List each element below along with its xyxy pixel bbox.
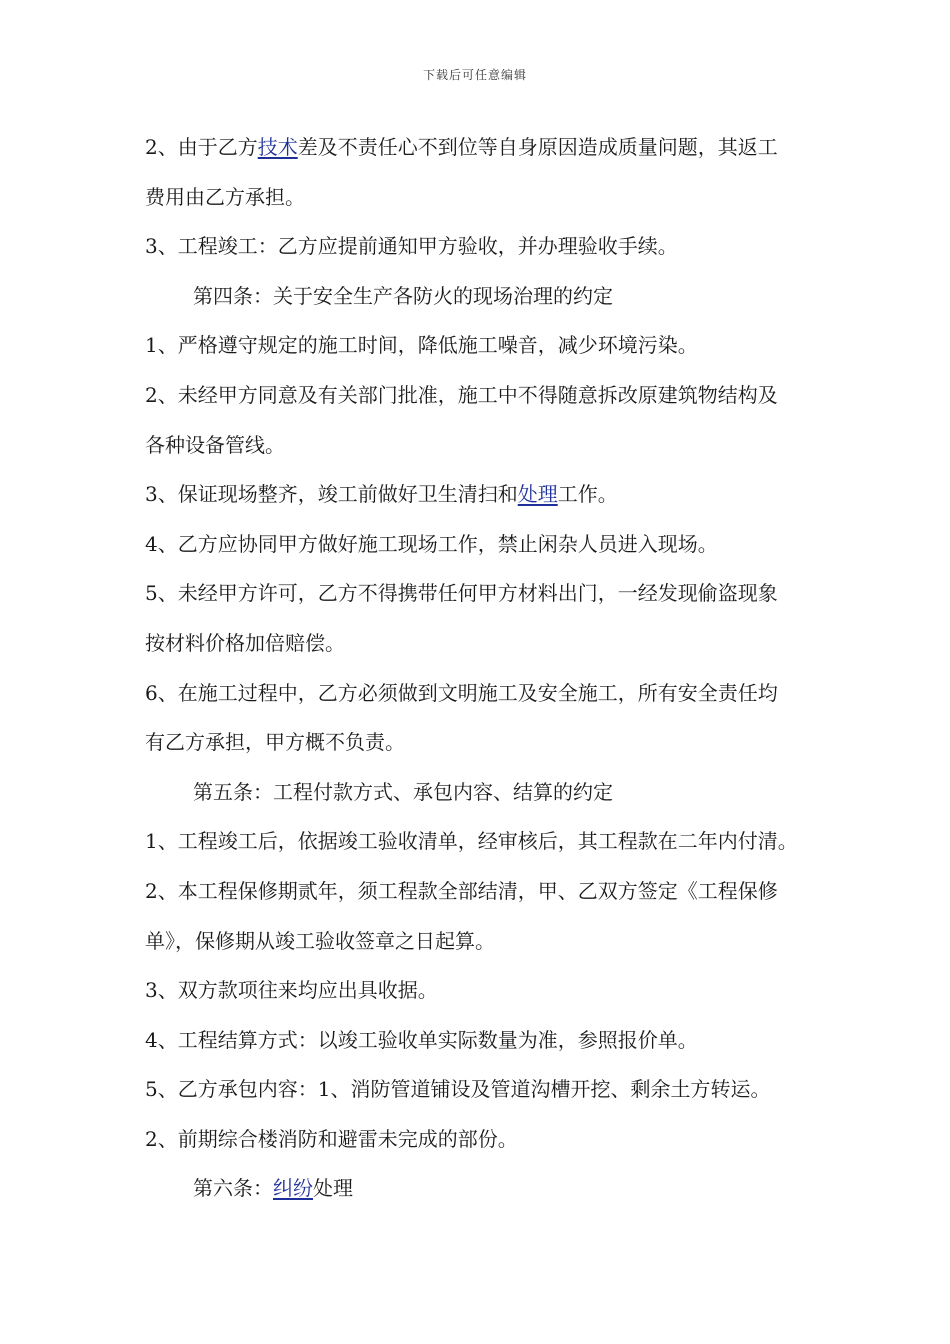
paragraph-line: 2、未经甲方同意及有关部门批准，施工中不得随意拆改原建筑物结构及: [145, 382, 778, 407]
paragraph-line: 2、本工程保修期贰年，须工程款全部结清，甲、乙双方签定《工程保修: [145, 878, 778, 903]
paragraph-line: 1、严格遵守规定的施工时间，降低施工噪音，减少环境污染。: [145, 333, 698, 358]
page-header-note: 下载后可任意编辑: [422, 68, 527, 82]
hyperlink-jiufen[interactable]: 纠纷: [273, 1176, 313, 1201]
hyperlink-jishu[interactable]: 技术: [257, 135, 298, 159]
line-text: 3、保证现场整齐，竣工前做好卫生清扫和: [145, 482, 518, 507]
paragraph-line: [145, 127, 825, 177]
paragraph-line: 3、工程竣工：乙方应提前通知甲方验收，并办理验收手续。: [145, 234, 678, 259]
paragraph-line: 5、未经甲方许可，乙方不得携带任何甲方材料出门，一经发现偷盗现象: [145, 581, 778, 606]
paragraph-line: 2、前期综合楼消防和避雷未完成的部份。: [145, 1126, 518, 1151]
document-body: [145, 127, 825, 1218]
paragraph-line: [145, 474, 825, 524]
paragraph-line: 各种设备管线。: [145, 432, 285, 457]
paragraph-line: 1、工程竣工后，依据竣工验收清单，经审核后，其工程款在二年内付清。: [145, 829, 798, 854]
hyperlink-chuli[interactable]: 处理: [517, 482, 558, 507]
paragraph-line: 6、在施工过程中，乙方必须做到文明施工及安全施工，所有安全责任均: [145, 680, 778, 705]
section-heading-6: [145, 1168, 825, 1218]
line-text: 处理: [313, 1176, 353, 1201]
paragraph-line: 4、乙方应协同甲方做好施工现场工作，禁止闲杂人员进入现场。: [145, 531, 718, 556]
section-heading-5: 第五条：工程付款方式、承包内容、结算的约定: [193, 779, 613, 804]
paragraph-line: 单》，保修期从竣工验收签章之日起算。: [145, 928, 495, 953]
line-text: 差及不责任心不到位等自身原因造成质量问题，其返工: [297, 135, 778, 159]
paragraph-line: 3、双方款项往来均应出具收据。: [145, 978, 438, 1003]
paragraph-line: 有乙方承担，甲方概不负责。: [145, 730, 405, 755]
line-text: 工作。: [557, 482, 618, 507]
line-text: 第六条：: [193, 1176, 273, 1201]
paragraph-line: 4、工程结算方式：以竣工验收单实际数量为准，参照报价单。: [145, 1027, 698, 1052]
paragraph-line: 费用由乙方承担。: [145, 184, 305, 209]
section-heading-4: 第四条：关于安全生产各防火的现场治理的约定: [193, 283, 613, 308]
paragraph-line: 5、乙方承包内容：1、消防管道铺设及管道沟槽开挖、剩余土方转运。: [145, 1077, 771, 1102]
paragraph-line: 按材料价格加倍赔偿。: [145, 630, 345, 655]
line-text: 2、由于乙方: [145, 135, 258, 159]
